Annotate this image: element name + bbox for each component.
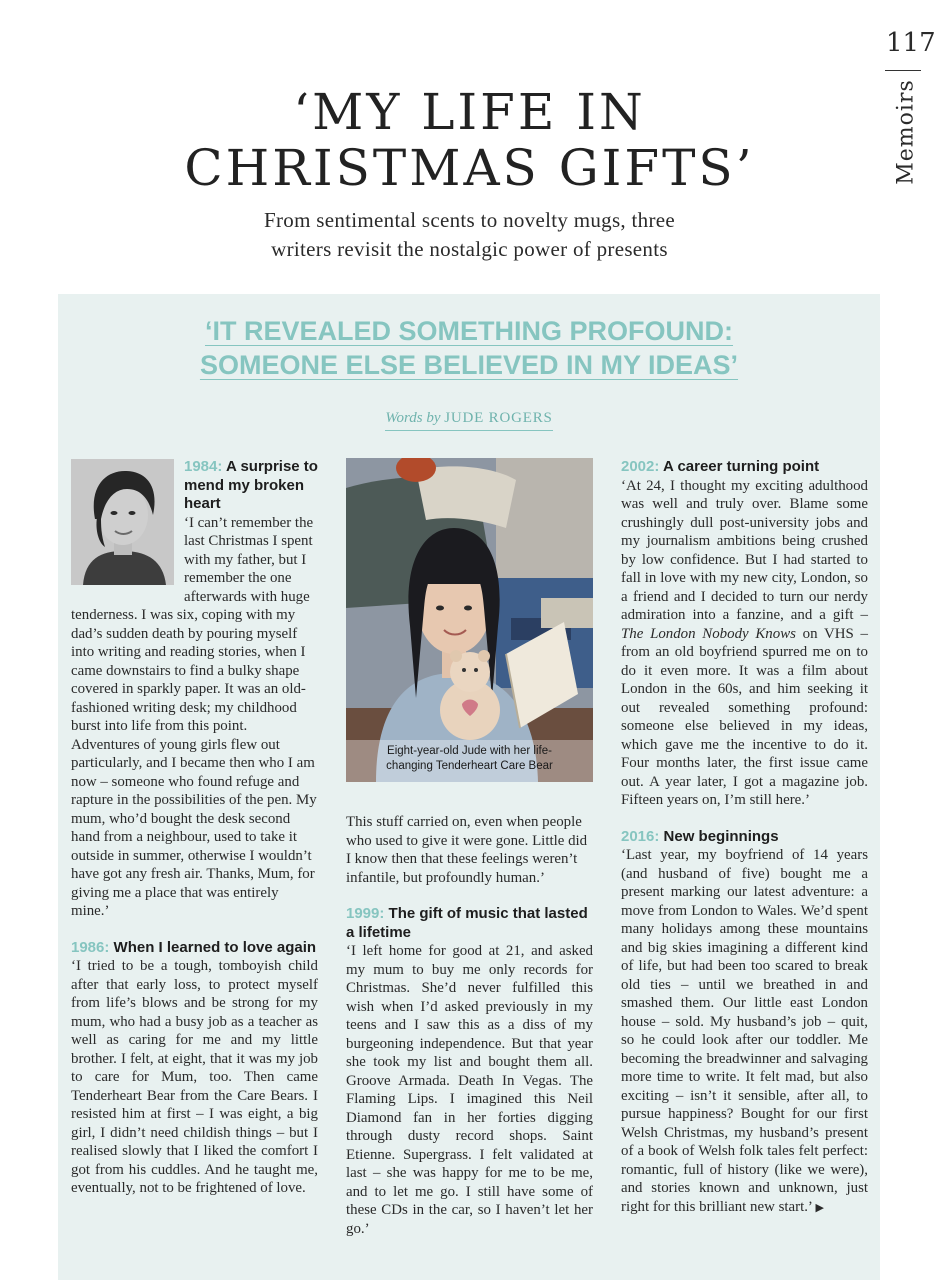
section-text-1986-continued: This stuff carried on, even when people who used to give it were gone. Little did I know then that these feelings weren’t infantile, but profoundly human.’ <box>346 814 588 886</box>
section-title-1999: The gift of music that lasted a lifetime <box>346 905 588 941</box>
article-column-2 <box>346 458 593 1238</box>
main-title-line-2: CHRISTMAS GIFTS’ <box>184 139 755 197</box>
section-title-1986: When I learned to love again <box>113 938 317 956</box>
section-text-2002-part-1: ‘At 24, I thought my exciting adulthood was well and truly over. Blame some crushingly dull post-university jobs and my journalism ambitions being crushed by low confidence. But I had started to fall in love with my new city, London, so a friend and I decided to turn our nerdy admiration into a fanzine, and a gift – <box>621 477 868 623</box>
section-text-2016-body: ‘Last year, my boyfriend of 14 years (and husband of five) bought me a present marking our latest adventure: a move from London to Wales. We’d spent many holidays among these mountains and big skies imagining a different kind of life, but had been too scared to break old ties – until we breathed in and smashed them. Our little east London house – sold. My husband’s job – quit, so he could look after our toddler. Me becoming the breadwinner and salvaging more time to write. It felt mad, but also exciting – isn’t it sensible, after all, to pursue happiness? Bought for our first Welsh Christmas, my husband’s present of a book of Welsh folk tales felt perfect: romantic, full of history (like we were), and stories known and unknown, just right for this brilliant new start.’ <box>621 847 868 1215</box>
end-mark-icon: ▶ <box>815 1201 824 1214</box>
page-number: 117 <box>886 28 936 58</box>
section-year-1984: 1984: <box>184 458 223 475</box>
byline <box>58 410 880 431</box>
subtitle <box>0 206 939 264</box>
section-text-2002-part-2: on VHS – from an old boyfriend spurred me on to do it even more. It was a film about London in the 60s, and him seeking it out revealed something profound: someone else believed in my ideas, which gave me the incentive to do it. Four months later, the first issue came out. A year later, I got a magazine job. Fifteen years on, I’m still here.’ <box>621 625 868 808</box>
photo-caption-line-1: Eight-year-old Jude with her life- <box>387 745 552 757</box>
section-label-text: Memoirs <box>893 79 919 185</box>
main-title-line-1: ‘MY LIFE IN <box>293 83 646 141</box>
section-text-1999: ‘I left home for good at 21, and asked my mum to buy me only records for Christmas. She’d never fulfilled this wish when I’d asked previously in my teens and I saw this as a diss of my burgeoning independence. But that year she took my list and bought them all. Groove Armada. Death In Vegas. The Flaming Lips. I imagined this Neil Diamond fan in her forties digging through dusty record shops. Saint Etienne. Supergrass. I felt validated at last – she was happy for me to be me, and to let me go. I still have some of these CDs in the car, so I haven’t let her go.’ <box>346 943 593 1237</box>
section-heading-2016 <box>621 828 868 847</box>
subtitle-line-2: writers revisit the nostalgic power of presents <box>271 237 668 261</box>
article-column-1 <box>71 458 318 1198</box>
page-number-divider <box>885 70 921 71</box>
photo-caption <box>346 744 593 774</box>
section-year-2002: 2002: <box>621 458 660 475</box>
section-text-2002 <box>621 477 868 810</box>
pull-quote-line-2: SOMEONE ELSE BELIEVED IN MY IDEAS’ <box>199 350 739 380</box>
section-text-2016 <box>621 846 868 1217</box>
film-title: The London Nobody Knows <box>621 625 796 642</box>
article-column-3 <box>621 458 868 1217</box>
section-title-1984: A surprise to mend my broken heart <box>184 458 318 512</box>
section-year-2016: 2016: <box>621 827 660 845</box>
section-title-2002: A career turning point <box>663 458 820 475</box>
section-heading-1999 <box>346 905 593 942</box>
article-panel <box>58 294 880 1280</box>
childhood-photo <box>346 458 593 782</box>
byline-prefix: Words by <box>385 410 441 426</box>
section-text-1986: ‘I tried to be a tough, tomboyish child after that early loss, to protect myself from life’s blows and be strong for my mum, who had a busy job as a teacher as well as caring for me and my little brother. I felt, at eight, that it was my job to care for Mum, too. Then came Tenderheart Bear from the Care Bears. I resisted him at first – I was eight, a big girl, I didn’t need childish things – but I realised slowly that I liked the comfort I got from his cuddles. And he taught me, eventually, not to be frightened of love. <box>71 958 318 1196</box>
subtitle-line-1: From sentimental scents to novelty mugs, three <box>264 208 675 232</box>
byline-author: JUDE ROGERS <box>444 410 553 426</box>
section-year-1999: 1999: <box>346 905 385 922</box>
section-heading-1986 <box>71 939 318 958</box>
section-year-1986: 1986: <box>71 938 110 956</box>
pull-quote-line-1: ‘IT REVEALED SOMETHING PROFOUND: <box>204 316 734 346</box>
author-portrait <box>71 459 174 585</box>
section-title-2016: New beginnings <box>663 827 779 845</box>
pull-quote-headline <box>58 314 880 382</box>
main-title <box>0 84 939 196</box>
photo-caption-line-2: changing Tenderheart Care Bear <box>386 760 553 772</box>
section-text-1984: ‘I can’t remember the last Christmas I spent with my father, but I remember the one afterwards with huge tenderness. I was six, coping with my dad’s sudden death by pouring myself into writing and reading stories, when I came downstairs to find a bulky shape covered in sparkly paper. It was an old-fashioned writing desk; my childhood burst into life from this point. Adventures of young girls flew out particularly, and I became then who I am now – someone who found refuge and rapture in the possibilities of the pen. My mum, who’d bought the desk second hand from a neighbour, used to take it outside in summer, otherwise I wouldn’t have got any fresh air. Thanks, Mum, for giving me a place that was entirely mine.’ <box>71 514 317 919</box>
section-heading-2002 <box>621 458 868 477</box>
